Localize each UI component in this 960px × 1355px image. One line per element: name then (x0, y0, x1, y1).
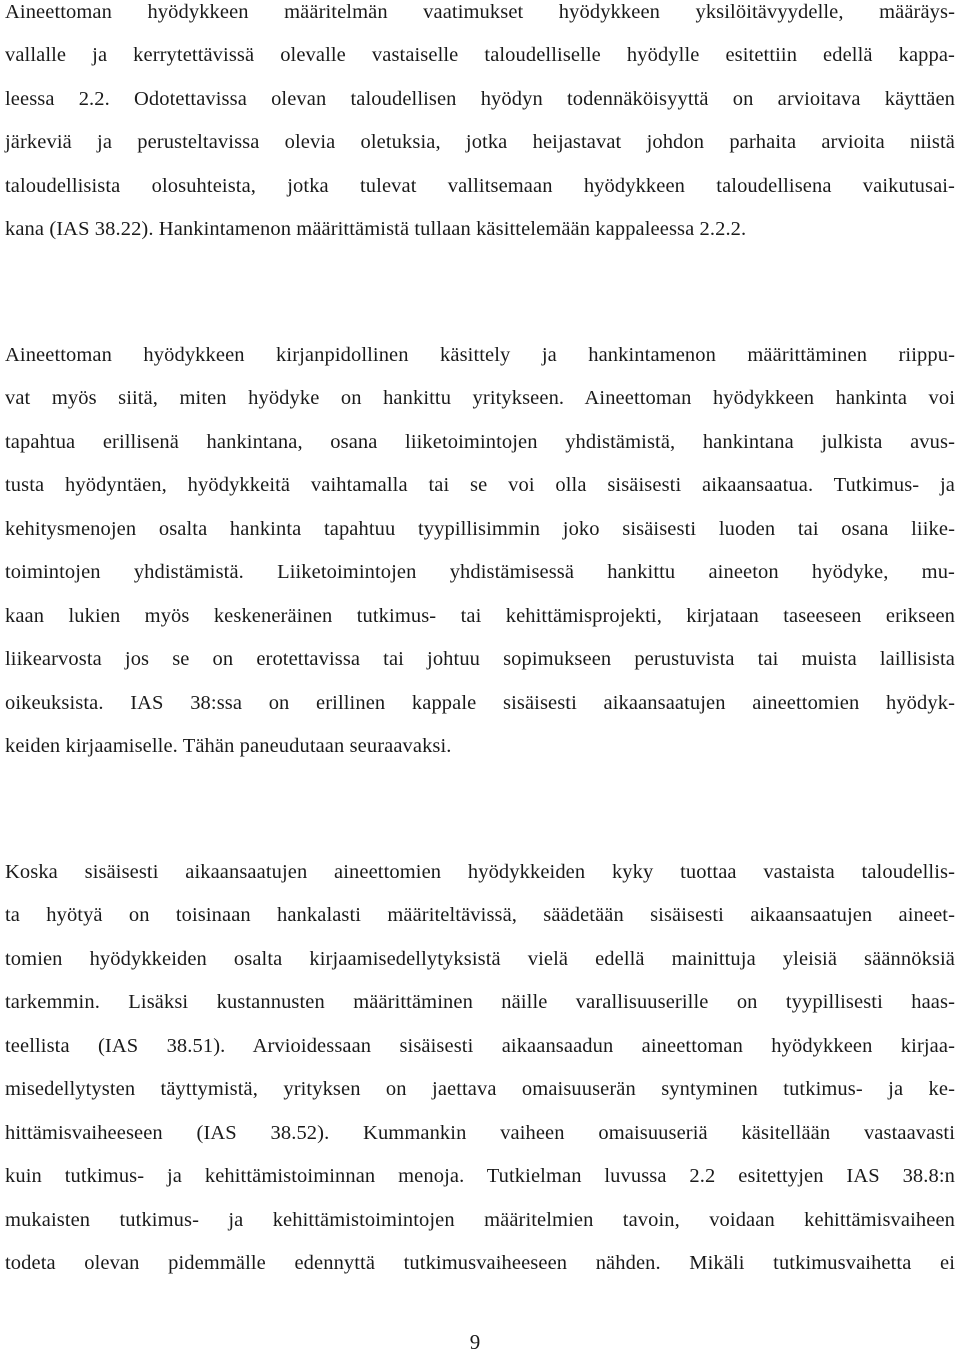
text-line: taloudellisista olosuhteista, jotka tulevat vallitsemaan hyödykkeen taloudellisena vaikutusai- (5, 175, 955, 197)
text-line: Aineettoman hyödykkeen määritelmän vaatimukset hyödykkeen yksilöitävyydelle, määräys- (5, 1, 955, 23)
text-line: keiden kirjaamiselle. Tähän paneudutaan seuraavaksi. (5, 735, 452, 757)
text-line: leessa 2.2. Odotettavissa olevan taloudellisen hyödyn todennäköisyyttä on arvioitava käyttäen (5, 88, 955, 110)
text-line: toimintojen yhdistämistä. Liiketoimintojen yhdistämisessä hankittu aineeton hyödyke, mu- (5, 561, 955, 583)
text-line: misedellytysten täyttymistä, yrityksen on jaettava omaisuuserän syntyminen tutkimus- ja ke- (5, 1078, 955, 1100)
text-line: Aineettoman hyödykkeen kirjanpidollinen käsittely ja hankintamenon määrittäminen riippu- (5, 344, 955, 366)
document-page (5, 0, 955, 1355)
text-line: vallalle ja kerrytettävissä olevalle vastaiselle taloudelliselle hyödylle esitettiin edellä kappa- (5, 44, 955, 66)
text-line: kaan lukien myös keskeneräinen tutkimus- tai kehittämisprojekti, kirjataan taseeseen erikseen (5, 605, 955, 627)
page-number: 9 (469, 1330, 481, 1354)
text-line: kuin tutkimus- ja kehittämistoiminnan menoja. Tutkielman luvussa 2.2 esitettyjen IAS 38.8:n (5, 1165, 955, 1187)
text-line: teellista (IAS 38.51). Arvioidessaan sisäisesti aikaansaadun aineettoman hyödykkeen kirjaa- (5, 1035, 955, 1057)
text-line: kehitysmenojen osalta hankinta tapahtuu tyypillisimmin joko sisäisesti luoden tai osana liike- (5, 518, 955, 540)
text-line: tarkemmin. Lisäksi kustannusten määrittäminen näille varallisuuserille on tyypillisesti haas- (5, 991, 955, 1013)
text-line: todeta olevan pidemmälle edennyttä tutkimusvaiheeseen nähden. Mikäli tutkimusvaihetta ei (5, 1252, 955, 1274)
text-line: tusta hyödyntäen, hyödykkeitä vaihtamalla tai se voi olla sisäisesti aikaansaatua. Tutkimus- ja (5, 474, 955, 496)
text-line: vat myös siitä, miten hyödyke on hankittu yritykseen. Aineettoman hyödykkeen hankinta voi (5, 387, 955, 409)
text-line: tomien hyödykkeiden osalta kirjaamisedellytyksistä vielä edellä mainittuja yleisiä säännöksiä (5, 948, 955, 970)
text-line: järkeviä ja perusteltavissa olevia oletuksia, jotka heijastavat johdon parhaita arvioita niistä (5, 131, 955, 153)
text-line: mukaisten tutkimus- ja kehittämistoimintojen määritelmien tavoin, voidaan kehittämisvaiheen (5, 1209, 955, 1231)
text-line: liikearvosta jos se on erotettavissa tai johtuu sopimukseen perustuvista tai muista laillisista (5, 648, 955, 670)
text-line: tapahtua erillisenä hankintana, osana liiketoimintojen yhdistämistä, hankintana julkista avus- (5, 431, 955, 453)
text-line: hittämisvaiheeseen (IAS 38.52). Kummankin vaiheen omaisuuseriä käsitellään vastaavasti (5, 1122, 955, 1144)
text-line: kana (IAS 38.22). Hankintamenon määrittämistä tullaan käsittelemään kappaleessa 2.2.2. (5, 218, 747, 240)
text-line: oikeuksista. IAS 38:ssa on erillinen kappale sisäisesti aikaansaatujen aineettomien hyödyk- (5, 692, 955, 714)
text-line: Koska sisäisesti aikaansaatujen aineettomien hyödykkeiden kyky tuottaa vastaista taloudellis- (5, 861, 955, 883)
text-line: ta hyötyä on toisinaan hankalasti määriteltävissä, säädetään sisäisesti aikaansaatujen aineet- (5, 904, 955, 926)
